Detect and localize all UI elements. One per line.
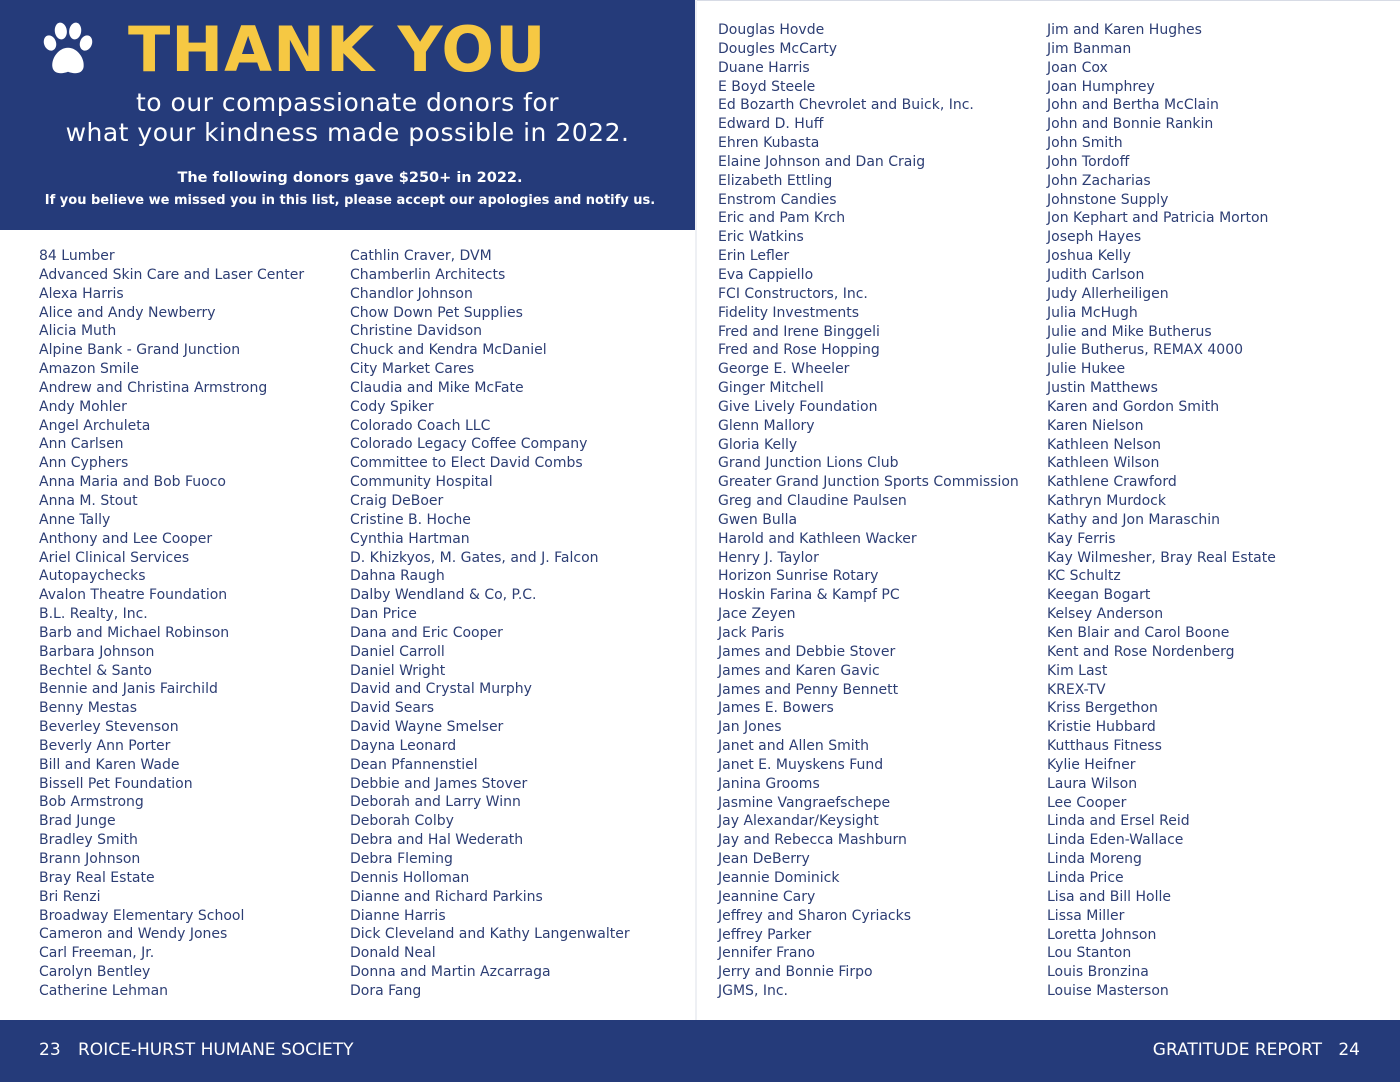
donor-name: Dougles McCarty	[718, 40, 838, 57]
donor-name: Fred and Irene Binggeli	[718, 323, 880, 340]
donor-name: Duane Harris	[718, 59, 810, 76]
donor-name: Jay and Rebecca Mashburn	[718, 832, 907, 849]
footer-bar	[0, 1020, 1400, 1082]
donor-threshold-note: The following donors gave $250+ in 2022.	[177, 170, 523, 186]
donor-name: Elizabeth Ettling	[718, 172, 833, 189]
donor-name: Dan Price	[350, 606, 417, 623]
donor-name: George E. Wheeler	[718, 361, 850, 378]
donor-name: John and Bonnie Rankin	[1047, 116, 1214, 133]
page-number-right: 24	[1338, 1040, 1360, 1060]
donor-name: Deborah and Larry Winn	[350, 794, 521, 811]
donor-name: Eric and Pam Krch	[718, 210, 846, 227]
donor-name: Amazon Smile	[39, 361, 139, 378]
donor-name: Barbara Johnson	[39, 643, 155, 660]
donor-name: Eva Cappiello	[718, 266, 814, 283]
donor-name: Gwen Bulla	[718, 511, 798, 528]
donor-name: Lou Stanton	[1047, 945, 1132, 962]
donor-name: James E. Bowers	[718, 700, 834, 717]
donor-name: Judith Carlson	[1047, 266, 1145, 283]
donor-name: Anthony and Lee Cooper	[39, 530, 213, 547]
donor-name: Linda and Ersel Reid	[1047, 813, 1190, 830]
donor-name: Claudia and Mike McFate	[350, 379, 524, 396]
donor-name: Benny Mestas	[39, 700, 138, 717]
donor-name: Jeffrey and Sharon Cyriacks	[718, 907, 912, 924]
donor-name: Jace Zeyen	[718, 606, 796, 623]
donor-name: Ehren Kubasta	[718, 135, 820, 152]
donor-name: Jon Kephart and Patricia Morton	[1047, 210, 1269, 227]
donor-name: Janet E. Muyskens Fund	[718, 756, 884, 773]
donor-name: Justin Matthews	[1047, 380, 1158, 397]
donor-name: Brann Johnson	[39, 851, 141, 867]
donor-name: Julia McHugh	[1047, 304, 1138, 321]
donor-name: Angel Archuleta	[39, 417, 151, 434]
donor-name: Broadway Elementary School	[39, 907, 245, 924]
donor-name: Greg and Claudine Paulsen	[718, 493, 907, 510]
donor-name: Chow Down Pet Supplies	[350, 304, 523, 321]
donor-name: Beverly Ann Porter	[39, 737, 171, 754]
donor-name: Joshua Kelly	[1047, 248, 1131, 265]
donor-name: Judy Allerheiligen	[1047, 285, 1169, 302]
donor-name: Donald Neal	[350, 945, 436, 962]
donor-column-4	[1047, 21, 1276, 1001]
donor-name: Dianne Harris	[350, 907, 446, 924]
donor-name: Bechtel & Santo	[39, 662, 152, 679]
page-number-left: 23	[39, 1040, 61, 1060]
donor-name: Cynthia Hartman	[350, 530, 470, 547]
donor-name: Erin Lefler	[718, 248, 790, 265]
donor-name: Avalon Theatre Foundation	[39, 587, 228, 604]
donor-name: Jerry and Bonnie Firpo	[718, 964, 873, 981]
donor-name: Lisa and Bill Holle	[1047, 888, 1172, 905]
donor-name: Anna Maria and Bob Fuoco	[39, 474, 226, 491]
donor-name: David Wayne Smelser	[350, 719, 504, 736]
donor-name: Kristie Hubbard	[1047, 719, 1156, 736]
donor-name: Catherine Lehman	[39, 982, 169, 999]
donor-name: Christine Davidson	[350, 323, 483, 340]
donor-name: Jennifer Frano	[718, 945, 815, 962]
donor-name: Jeannie Dominick	[718, 869, 840, 886]
donor-name: Jay Alexandar/Keysight	[718, 813, 879, 830]
donor-name: Julie and Mike Butherus	[1047, 323, 1212, 340]
donor-name: KC Schultz	[1047, 568, 1121, 585]
donor-name: Bray Real Estate	[39, 869, 155, 886]
donor-name: Daniel Wright	[350, 662, 446, 679]
donor-name: Cristine B. Hoche	[350, 511, 471, 528]
donor-name: Johnstone Supply	[1047, 191, 1169, 208]
donor-name: Kriss Bergethon	[1047, 700, 1158, 717]
page-title: THANK YOU	[128, 13, 547, 86]
donor-name: Kathleen Nelson	[1047, 436, 1162, 453]
donor-name: Alexa Harris	[39, 285, 124, 302]
donor-name: Janet and Allen Smith	[718, 738, 869, 755]
donor-name: Kay Wilmesher, Bray Real Estate	[1047, 549, 1276, 566]
donor-name: Fred and Rose Hopping	[718, 342, 880, 359]
donor-name: Give Lively Foundation	[718, 398, 878, 415]
donor-name: Dennis Holloman	[350, 869, 470, 886]
donor-name: Debra and Hal Wederath	[350, 832, 524, 849]
donor-name: Kelsey Anderson	[1047, 606, 1164, 623]
donor-name: Cathlin Craver, DVM	[350, 248, 492, 264]
donor-name: Dora Fang	[350, 982, 422, 999]
donor-name: David and Crystal Murphy	[350, 681, 532, 698]
donor-name: Ed Bozarth Chevrolet and Buick, Inc.	[718, 97, 974, 114]
donor-name: Kent and Rose Nordenberg	[1047, 643, 1235, 660]
donor-name: Ann Cyphers	[39, 455, 129, 472]
donor-name: Grand Junction Lions Club	[718, 455, 899, 472]
donor-name: Edward D. Huff	[718, 116, 824, 133]
donor-name: Ginger Mitchell	[718, 380, 824, 397]
donor-name: Alice and Andy Newberry	[39, 304, 216, 321]
donor-name: Carl Freeman, Jr.	[39, 945, 155, 962]
donor-name: Kathleen Wilson	[1047, 455, 1160, 472]
thank-you-header	[0, 0, 695, 230]
donor-name: Anna M. Stout	[39, 492, 138, 509]
donor-name: Carolyn Bentley	[39, 964, 151, 981]
donor-name: James and Penny Bennett	[718, 681, 899, 698]
donor-name: Janina Grooms	[718, 775, 820, 792]
donor-name: Cody Spiker	[350, 398, 434, 415]
donor-name: Chamberlin Architects	[350, 266, 506, 283]
donor-name: Dayna Leonard	[350, 737, 457, 754]
donor-name: Colorado Coach LLC	[350, 417, 491, 434]
donor-name: Linda Price	[1047, 869, 1124, 886]
donor-name: Deborah Colby	[350, 813, 454, 830]
donor-name: Linda Eden-Wallace	[1047, 832, 1184, 849]
donor-name: Enstrom Candies	[718, 191, 837, 208]
donor-name: Chandlor Johnson	[350, 285, 473, 302]
donor-name: Dahna Raugh	[350, 568, 445, 585]
donor-name: Joan Humphrey	[1047, 78, 1155, 95]
donor-name: Bob Armstrong	[39, 794, 144, 811]
donor-name: Barb and Michael Robinson	[39, 624, 230, 641]
donor-name: Beverley Stevenson	[39, 719, 179, 736]
donor-name: Lee Cooper	[1047, 794, 1127, 811]
donor-name: Keegan Bogart	[1047, 587, 1151, 604]
subtitle-line-2: what your kindness made possible in 2022.	[65, 118, 630, 147]
donor-column-1	[39, 247, 304, 1001]
donor-name: Fidelity Investments	[718, 304, 860, 321]
donor-name: Cameron and Wendy Jones	[39, 926, 228, 943]
donor-name: Chuck and Kendra McDaniel	[350, 342, 547, 359]
donor-name: Loretta Johnson	[1047, 926, 1157, 943]
donor-name: Autopaychecks	[39, 568, 146, 585]
donor-name: Gloria Kelly	[718, 436, 798, 453]
donor-name: Linda Moreng	[1047, 851, 1142, 868]
donor-name: Jim Banman	[1047, 40, 1132, 57]
donor-name: Ariel Clinical Services	[39, 549, 190, 566]
donor-name: Kay Ferris	[1047, 530, 1116, 547]
donor-name: Dianne and Richard Parkins	[350, 888, 543, 905]
donor-name: Ken Blair and Carol Boone	[1047, 625, 1230, 641]
donor-column-2	[350, 247, 630, 1001]
donor-name: Debra Fleming	[350, 851, 453, 867]
donor-name: Daniel Carroll	[350, 643, 445, 660]
donor-name: JGMS, Inc.	[718, 983, 788, 1000]
donor-name: Jeffrey Parker	[718, 926, 812, 943]
donor-name: FCI Constructors, Inc.	[718, 285, 868, 302]
donor-name: Debbie and James Stover	[350, 775, 528, 792]
donor-name: Kathy and Jon Maraschin	[1047, 511, 1221, 528]
donor-name: Alpine Bank - Grand Junction	[39, 342, 241, 359]
donor-name: Kathlene Crawford	[1047, 474, 1177, 491]
donor-name: John Zacharias	[1047, 172, 1151, 189]
donor-name: Jack Paris	[718, 625, 785, 641]
donor-name: Joseph Hayes	[1047, 229, 1142, 246]
donor-name: Brad Junge	[39, 813, 116, 830]
donor-name: Julie Hukee	[1047, 361, 1126, 378]
donor-name: Joan Cox	[1047, 59, 1108, 76]
subtitle-line-1: to our compassionate donors for	[135, 88, 559, 117]
donor-name: Kathryn Murdock	[1047, 493, 1166, 510]
donor-name: Lissa Miller	[1047, 907, 1125, 924]
donor-name: E Boyd Steele	[718, 78, 816, 95]
donor-name: John Smith	[1047, 135, 1123, 152]
donor-name: John and Bertha McClain	[1047, 97, 1219, 114]
donor-name: Bissell Pet Foundation	[39, 775, 193, 792]
donor-name: Greater Grand Junction Sports Commission	[718, 474, 1019, 491]
donor-name: Karen Nielson	[1047, 417, 1144, 434]
donor-name: Community Hospital	[350, 474, 493, 491]
donor-name: Bri Renzi	[39, 888, 101, 905]
donor-name: Louis Bronzina	[1047, 964, 1149, 981]
donor-name: B.L. Realty, Inc.	[39, 606, 148, 623]
donor-column-3	[718, 21, 1019, 1001]
donor-name: John Tordoff	[1047, 153, 1130, 170]
apology-note: If you believe we missed you in this list, please accept our apologies and notify us.	[44, 193, 656, 208]
donor-name: James and Karen Gavic	[718, 662, 880, 679]
donor-name: Committee to Elect David Combs	[350, 455, 583, 472]
subtitle	[0, 88, 695, 148]
donor-name: Jean DeBerry	[718, 851, 810, 868]
donor-name: Harold and Kathleen Wacker	[718, 530, 917, 547]
donor-name: Ann Carlsen	[39, 436, 124, 453]
donor-name: Anne Tally	[39, 511, 111, 528]
donor-name: Bradley Smith	[39, 832, 138, 849]
donor-name: Hoskin Farina & Kampf PC	[718, 587, 900, 604]
donor-name: Elaine Johnson and Dan Craig	[718, 153, 926, 170]
donor-name: Julie Butherus, REMAX 4000	[1047, 342, 1244, 359]
donor-name: Dana and Eric Cooper	[350, 624, 503, 641]
donor-name: Bill and Karen Wade	[39, 756, 180, 773]
donor-note	[0, 167, 700, 213]
donor-name: Henry J. Taylor	[718, 549, 819, 566]
donor-name: Andy Mohler	[39, 398, 127, 415]
donor-name: Jan Jones	[718, 719, 782, 736]
donor-name: David Sears	[350, 700, 434, 717]
donor-name: Jeannine Cary	[718, 888, 816, 905]
donor-name: Glenn Mallory	[718, 417, 815, 434]
report-title: GRATITUDE REPORT	[1152, 1040, 1322, 1060]
donor-name: James and Debbie Stover	[718, 643, 896, 660]
donor-name: Kylie Heifner	[1047, 756, 1136, 773]
donor-name: Colorado Legacy Coffee Company	[350, 436, 588, 453]
donor-name: Karen and Gordon Smith	[1047, 398, 1220, 415]
donor-name: Eric Watkins	[718, 229, 804, 246]
donor-name: Andrew and Christina Armstrong	[39, 379, 268, 396]
donor-name: D. Khizkyos, M. Gates, and J. Falcon	[350, 549, 599, 566]
donor-name: Kutthaus Fitness	[1047, 738, 1162, 755]
donor-name: Louise Masterson	[1047, 983, 1169, 1000]
donor-name: Douglas Hovde	[718, 22, 825, 38]
donor-name: Dalby Wendland & Co, P.C.	[350, 587, 537, 604]
donor-name: City Market Cares	[350, 361, 475, 378]
donor-name: Jim and Karen Hughes	[1047, 22, 1202, 38]
donor-name: Advanced Skin Care and Laser Center	[39, 266, 305, 283]
donor-name: Alicia Muth	[39, 323, 117, 340]
donor-name: Laura Wilson	[1047, 775, 1138, 792]
donor-name: Horizon Sunrise Rotary	[718, 568, 879, 585]
donor-name: Craig DeBoer	[350, 492, 444, 509]
donor-name: KREX-TV	[1047, 681, 1106, 698]
donor-name: Kim Last	[1047, 662, 1108, 679]
donor-name: Dean Pfannenstiel	[350, 756, 478, 773]
donor-name: Dick Cleveland and Kathy Langenwalter	[350, 926, 630, 943]
donor-name: Jasmine Vangraefschepe	[718, 794, 891, 811]
donor-name: Bennie and Janis Fairchild	[39, 681, 218, 698]
donor-name: 84 Lumber	[39, 248, 115, 264]
organization-name: ROICE-HURST HUMANE SOCIETY	[78, 1040, 354, 1060]
paw-print-icon	[38, 18, 98, 80]
donor-name: Donna and Martin Azcarraga	[350, 964, 551, 981]
